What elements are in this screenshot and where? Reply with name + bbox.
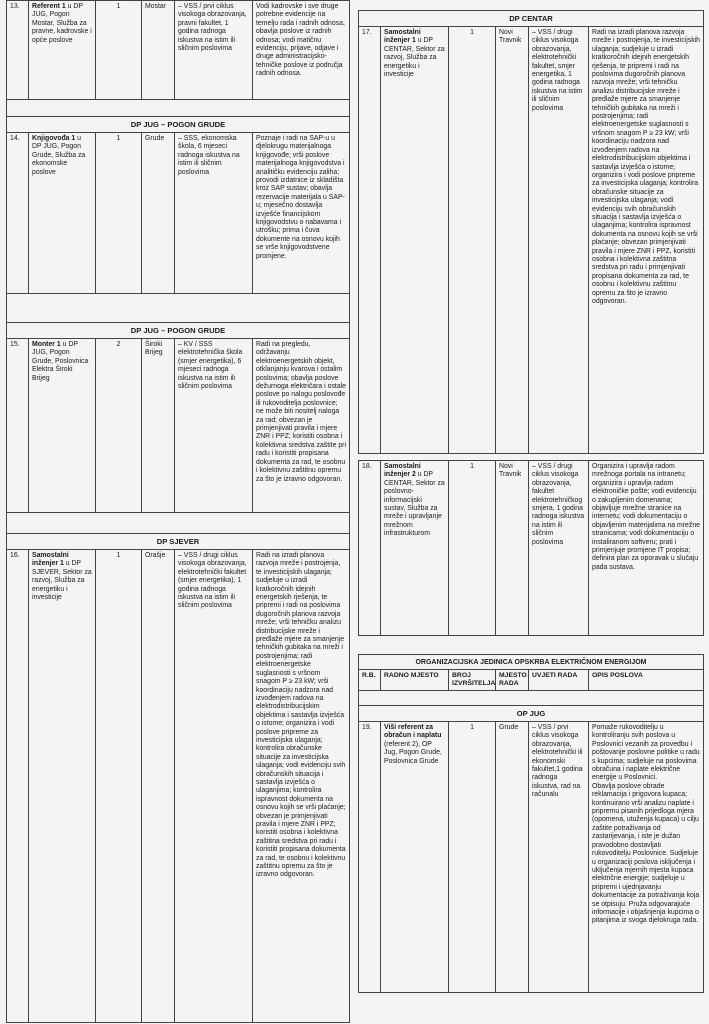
right-column [358, 0, 704, 993]
work-conditions: – SSS, ekonomska škola, 6 mjeseci radnoga iskustva na istim ili sličnim poslovima [175, 133, 253, 294]
row-number: 13. [7, 1, 29, 100]
work-place: Novi Travnik [496, 27, 529, 454]
job-title [29, 133, 96, 294]
executor-count: 1 [96, 1, 142, 100]
work-conditions: – VSS / drugi ciklus visokoga obrazovanja, fakultet elektrotehničkog smjera, 1 godina radnoga iskustva na istim ili sličnim poslovima [529, 461, 589, 636]
executor-count: 1 [449, 722, 496, 993]
job-title-rest: (referent 2), OP Jug, Pogon Grude, Poslovnica Grude [384, 740, 442, 765]
table-row-16 [6, 549, 350, 1023]
job-description: Radi na izradi planova razvoja mreže i postrojenja, te investicijskih ulaganja; sudjeluje u izradi kratkoročnih idejnih energetskih rješenja, te pripremi i radi na poslovima dugoročnih planova razvoja mreže; vrši tehničku analizu distribucijske mreže i predlaže mjere za smanjenje tehničkih gubitaka na mreži i postrojenjima; radi elektroenergetske suglasnosti s vršnom snagom P ≥ 23 kW; vrši koordinaciju nadzora nad izvođenjem radova na elektrodistribucijskim objektima i sastavlja izvješća o istome; organizira i vodi poslove pripreme za investicijska ulaganja; kontrolira obračunske situacije za investicijska ulaganja; vodi evidenciju svih obračunskih situacija i sastavlja izvješća o ulaganjima; kontrolira ispravnost dokumenta na osnovu kojih se vrši plaćanje; obvezan primjenjivati pravila i mjere ZNR i PPZ, koristiti osobna i kolektivna zaštitna sredstva pri radu i primjenjivati propisana dokumenta za rad, te osobnu i kolektivnu zaštitnu opremu za što je izravno odgovoran. [589, 27, 704, 454]
table-row-13 [6, 0, 350, 100]
header-radno-mjesto: RADNO MJESTO [381, 670, 449, 691]
job-title-bold: Samostalni inženjer 1 [384, 29, 421, 45]
job-title-bold: Samostalni inženjer 1 [32, 552, 69, 568]
table-row-18 [358, 460, 704, 636]
job-title-rest: u DP JUG, Pogon Grude, Poslovnica Elektra Široki Brijeg [32, 341, 89, 382]
executor-count: 1 [449, 27, 496, 454]
header-opis-poslova: OPIS POSLOVA [589, 670, 704, 691]
executor-count: 1 [449, 461, 496, 636]
work-conditions: – VSS / drugi ciklus visokoga obrazovanja, elektrotehnički fakultet, smjer energetika, 1 godina radnoga iskustva na istim ili sličnim poslovima [529, 27, 589, 454]
org-table [358, 669, 704, 691]
executor-count: 2 [96, 339, 142, 513]
job-title [381, 27, 449, 454]
section-heading: DP CENTAR [358, 10, 704, 26]
row-number: 17. [359, 27, 381, 454]
work-conditions: – VSS / drugi ciklus visokoga obrazovanja, elektrotehnički fakultet (smjer energetika), 1 godina radnoga iskustva na istim ili sličnim poslovima [175, 550, 253, 1023]
header-mjesto-rada: MJESTO RADA [496, 670, 529, 691]
table-row-19 [358, 721, 704, 993]
executor-count: 1 [96, 133, 142, 294]
row-number: 14. [7, 133, 29, 294]
job-title-bold: Viši referent za obračun i naplatu [384, 724, 442, 740]
header-rb: R.B. [359, 670, 381, 691]
job-title-rest: u DP CENTAR, Sektor za razvoj, Služba za energetiku i investicije [384, 37, 445, 79]
job-title-rest: u DP JUG, Pogon Mostar, Služba za pravne, kadrovske i opće poslove [32, 3, 92, 44]
section-heading: DP JUG – POGON GRUDE [6, 322, 350, 338]
work-conditions: – KV / SSS elektrotehnička škola (smjer energetika), 6 mjeseci radnoga iskustva na istim ili sličnim poslovima [175, 339, 253, 513]
job-title [29, 1, 96, 100]
job-title [29, 339, 96, 513]
job-description: Pomaže rukovoditelju u kontroliranju svih poslova u Poslovnici vezanih za provedbu i poštovanje poslovne politike u radu s kupcima; sudjeluje na poslovima obračuna i naplate električne energije u Poslovnici. Obavlja poslove obrade reklamacija i prigovora kupaca; kontinuirano vrši analizu naplate i pripremu pisanih prijedloga mjera (opomena, utuženja kupaca) u cilju zaštite potraživanja od zastarijevanja, i iste je dužan pravodobno dostavljati rukovoditelju Poslovnice. Sudjeluje u organizaciji poslova isključenja i uključenja mjernih mjesta kupaca električne energije; sudjeluje u pripremi i ujednjavanju dokumentacije za potraživanja koja se otpisuju. Pruža odgovarajuće informacije i objašnjenja kupcima o pitanjima iz svoga djelokruga rada. [589, 722, 704, 993]
job-description: Vodi kadrovske i sve druge potrebne evidencije na temelju rada i radnih odnosa; obavlja poslove iz radnih odnosa; vodi matičnu evidenciju, prijave, odjave i druge administracijsko-tehničke poslove iz područja radnih odnosa. [253, 1, 350, 100]
job-description: Organizira i upravlja radom mrežnoga portala na intranetu; organizira i upravlja radom elektroničke pošte; vodi evidenciju o zakupljenim domenama; objavljuje mrežne stranice na internetu; vodi dokumentaciju o objavljenim materijalima na mrežne stranicama; vodi dokumentaciju o instaliranom softveru; prati i primjenjuje promjene IT propisa; definira plan za oporavak u slučaju pada sustava. [589, 461, 704, 636]
job-description: Poznaje i radi na SAP-u u djelokrugu materijalnoga knjigovođe; vrši poslove materijalnoga knjigovodstva i analitičku evidenciju zaliha; provodi izdatnice iz skladišta kroz SAP sustav; obavlja rezervacije materijala u SAP-u; mjesečno dostavlja izvješće financijskom knjigovodstvu o nabavama i utrošku; prima i čuva dokumente na osnovu kojih se vrše knjigovodstvene promjene. [253, 133, 350, 294]
row-number: 16. [7, 550, 29, 1023]
org-unit-block [358, 654, 704, 669]
job-title-rest: u DP CENTAR, Sektor za poslovno-informacijski sustav, Služba za mreže i upravljanje mrežnom infrastrukturom [384, 471, 445, 538]
work-conditions: – VSS / prvi ciklus visokoga obrazovanja, elektrotehnički ili ekonomski fakultet,1 godina radnoga iskustva, rad na računalu [529, 722, 589, 993]
table-row-15 [6, 338, 350, 513]
work-place: Novi Travnik [496, 461, 529, 636]
org-unit-title: ORGANIZACIJSKA JEDINICA OPSKRBA ELEKTRIČNOM ENERGIJOM [415, 659, 647, 666]
work-place: Grude [496, 722, 529, 993]
job-description: Radi na izradi planova razvoja mreže i postrojenja, te investicijskih ulaganja; sudjeluje u izradi kratkoročnih idejnih energetskih rješenja, te pripremi i radi na poslovima dugoročnih planova razvoja mreže; vrši tehničku analizu distribucijske mreže i predlaže mjere za smanjenje tehničkih gubitaka na mreži i postrojenjima; radi elektroenergetske suglasnosti s vršnom snagom P ≥ 23 kW; vrši koordinaciju nadzora nad izvođenjem radova na elektrodistribucijskim objektima i sastavlja izvješća o istome; organizira i vodi poslove pripreme za investicijska ulaganja; kontrolira obračunske situacije za investicijska ulaganja; vodi evidenciju svih obračunskih situacija i sastavlja izvješća o ulaganjima; kontrolira ispravnost dokumenta na osnovu kojih se vrši plaćanje; obvezan je primjenjivati pravila i mjere ZNR i PPZ; koristiti osobna i kolektivna zaštitna sredstva pri radu i koristiti propisana dokumenta za rad, te osobnu i kolektivnu zaštitnu opremu za što je izravno odgovoran. [253, 550, 350, 1023]
section-heading: DP JUG – POGON GRUDE [6, 116, 350, 132]
spacer [6, 100, 350, 116]
table-row-14 [6, 132, 350, 294]
job-title-rest: u DP SJEVER, Sektor za razvoj, Služba za energetiku i investicije [32, 560, 92, 602]
row-number: 15. [7, 339, 29, 513]
work-place: Mostar [142, 1, 175, 100]
job-title-bold: Monter 1 [32, 341, 61, 348]
executor-count: 1 [96, 550, 142, 1023]
job-title [381, 461, 449, 636]
job-title-bold: Referent 1 [32, 3, 66, 10]
section-heading: OP JUG [358, 705, 704, 721]
spacer [6, 294, 350, 322]
job-title-rest: u DP JUG, Pogon Grude, Služba za ekonomske poslove [32, 135, 86, 176]
spacer [6, 513, 350, 533]
table-header-row [359, 670, 704, 691]
work-place: Orašje [142, 550, 175, 1023]
spacer [358, 691, 704, 705]
section-heading: DP SJEVER [6, 533, 350, 549]
job-title-bold: Knjigovođa 1 [32, 135, 76, 142]
table-row-17 [358, 26, 704, 454]
header-uvjeti-rada: UVJETI RADA [529, 670, 589, 691]
job-title-bold: Samostalni inženjer 2 [384, 463, 421, 479]
job-title [29, 550, 96, 1023]
job-description: Radi na pregledu, održavanju elektroenergetskih objekt, otklanjanju kvarova i ostalim poslovima; obavlja poslove dežurnoga električara i ostale poslove po nalogu poslovođe ili rukovoditelja poslovnice; ne može biti nositelj naloga za rad; obvezan je primjenjivati pravila i mjere ZNR i PPZ; koristiti osobna i kolektivna sredstva zaštite pri radu i koristiti propisana dokumenta za rad, te osobnu i kolektivnu zaštitnu opremu za što je izravno odgovoran. [253, 339, 350, 513]
row-number: 19. [359, 722, 381, 993]
work-place: Široki Brijeg [142, 339, 175, 513]
work-conditions: – VSS / prvi ciklus visokoga obrazovanja, pravni fakultet, 1 godina radnoga iskustva na istim ili sličnim poslovima [175, 1, 253, 100]
left-column [6, 0, 350, 1023]
work-place: Grude [142, 133, 175, 294]
header-broj-izvrsitelja: BROJ IZVRŠITELJA [449, 670, 496, 691]
row-number: 18. [359, 461, 381, 636]
job-title [381, 722, 449, 993]
